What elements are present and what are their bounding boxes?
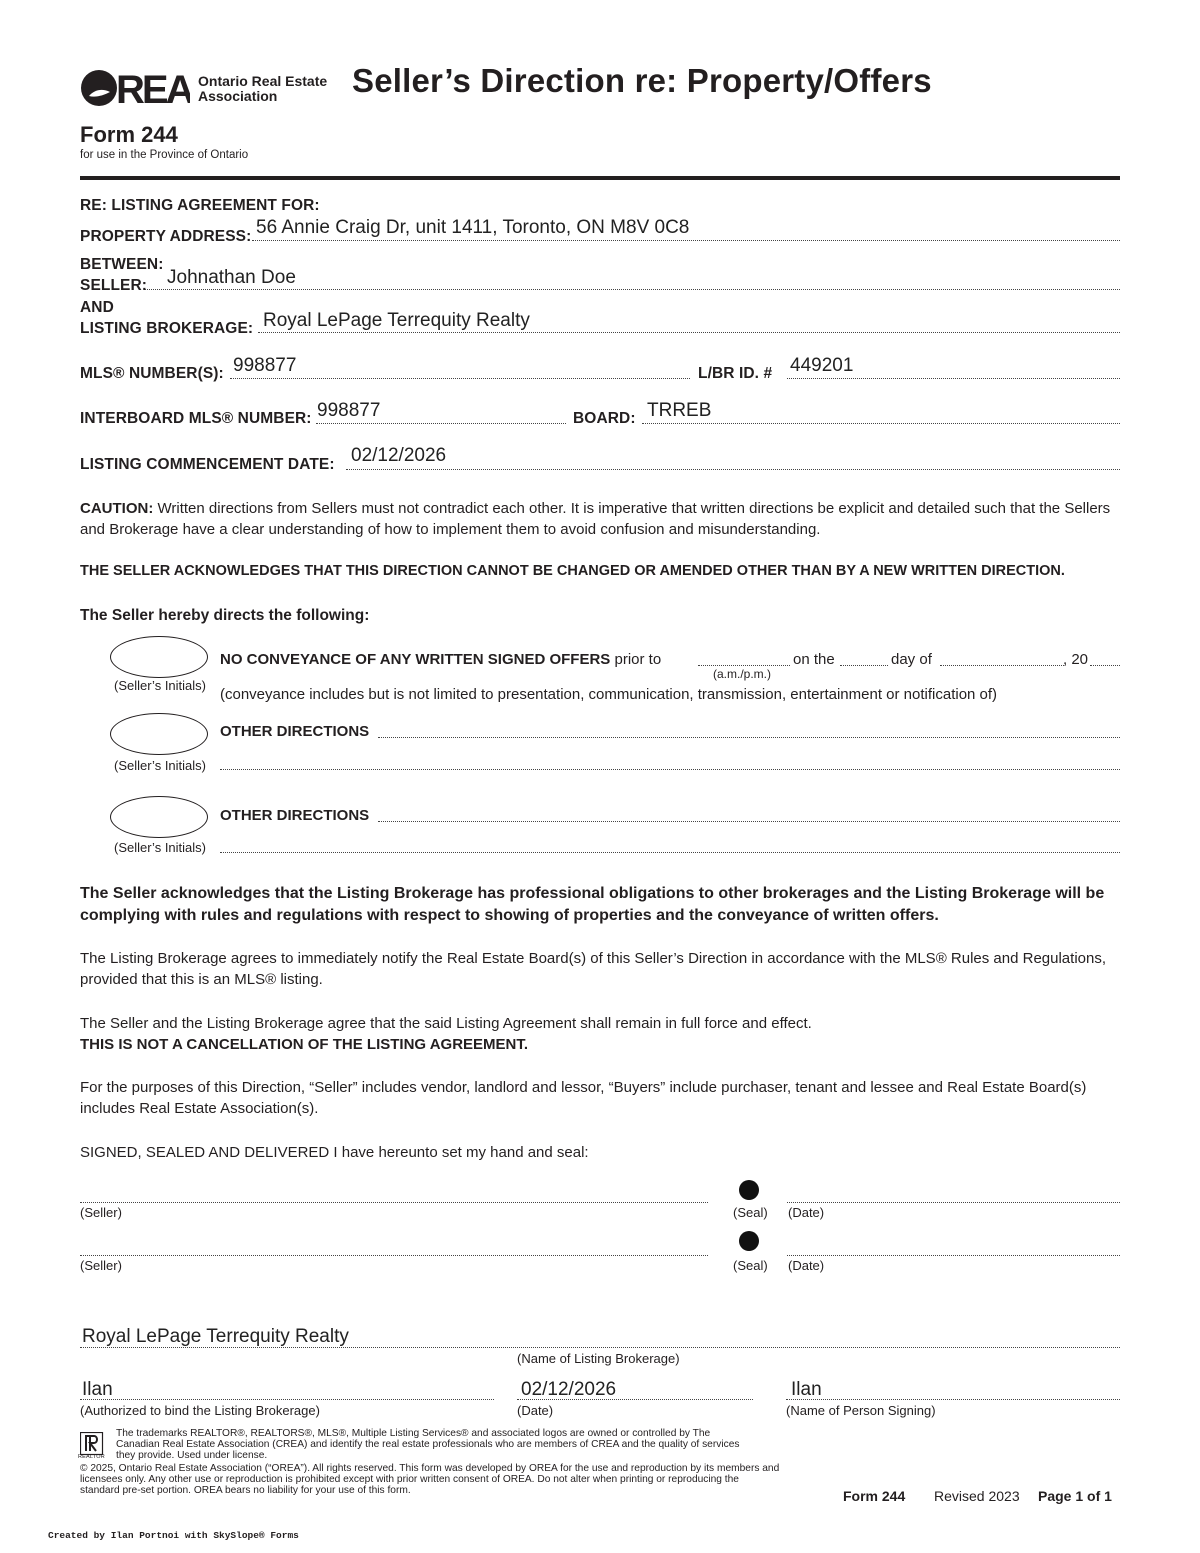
other-directions-line-1a[interactable] — [378, 737, 1120, 738]
orea-logo-mark — [80, 68, 190, 108]
obligations-paragraph: The Seller acknowledges that the Listing Brokerage has professional obligations to other brokerages and the Listing Brokerage will be complying with rules and regulations with respect to showing of properties and the conveyance of written offers. — [80, 885, 1105, 924]
form-subtitle: for use in the Province of Ontario — [80, 149, 249, 161]
copyright-notice: © 2025, Ontario Real Estate Association (“OREA”). All rights reserved. This form was developed by OREA for the use and reproduction by its members and licensees only. Any other use or reproduction is prohibited except with prior written consent of OREA. Do not alter when printing or reproducing the standard pre-set portion. OREA bears no liability for your use of this form. — [80, 1463, 780, 1496]
board-line — [642, 423, 1120, 424]
org-name-line2: Association — [198, 88, 278, 104]
svg-text:REA: REA — [116, 68, 190, 108]
seller-label: SELLER: — [80, 277, 148, 294]
header-rule — [80, 176, 1120, 180]
lbr-id-line — [787, 378, 1120, 379]
day-of-line[interactable] — [940, 665, 1064, 666]
brokerage-name-field[interactable]: Royal LePage Terrequity Realty — [82, 1326, 349, 1347]
initials-oval-1[interactable] — [110, 636, 208, 678]
year-line[interactable] — [1090, 665, 1120, 666]
created-by-text: Created by Ilan Portnoi with SkySlope® Forms — [48, 1530, 299, 1541]
brokerage-date-caption: (Date) — [517, 1403, 554, 1418]
footer-form-number: Form 244 — [843, 1488, 906, 1504]
listing-section-label: RE: LISTING AGREEMENT FOR: — [80, 197, 320, 214]
trademark-notice: The trademarks REALTOR®, REALTORS®, MLS®, Multiple Listing Services® and associated logos are owned or controlled by The Canadian Real Estate Association (CREA) and identify the real estate professionals who are members of CREA and the quality of services they provide. Used under license. — [116, 1428, 740, 1461]
seal-icon-1 — [739, 1180, 759, 1200]
lbr-id-label: L/BR ID. # — [698, 365, 773, 382]
seller-date-line-1[interactable] — [787, 1202, 1120, 1203]
caution-label: CAUTION: — [80, 500, 154, 517]
no-conveyance-line — [220, 651, 661, 668]
person-signing-line — [786, 1399, 1120, 1400]
purposes-paragraph: For the purposes of this Direction, “Seller” includes vendor, landlord and lessor, “Buyers” include purchaser, tenant and lessee and Real Estate Board(s) includes Real Estate Association(s). — [80, 1079, 1087, 1117]
full-force-paragraph: The Seller and the Listing Brokerage agree that the said Listing Agreement shall remain in full force and effect. — [80, 1015, 812, 1032]
and-label: AND — [80, 299, 114, 316]
signed-sealed-text: SIGNED, SEALED AND DELIVERED I have hereunto set my hand and seal: — [80, 1144, 589, 1161]
listing-brokerage-label: LISTING BROKERAGE: — [80, 320, 254, 337]
footer-page-number: Page 1 of 1 — [1038, 1488, 1112, 1504]
seller-caption-1: (Seller) — [80, 1205, 122, 1220]
other-directions-line-2a[interactable] — [378, 821, 1120, 822]
lbr-id-field[interactable]: 449201 — [790, 355, 854, 376]
seller-field[interactable]: Johnathan Doe — [167, 267, 296, 288]
seal-caption-1: (Seal) — [733, 1205, 768, 1220]
ampm-caption: (a.m./p.m.) — [713, 667, 772, 681]
orea-logo — [80, 68, 190, 108]
interboard-mls-label: INTERBOARD MLS® NUMBER: — [80, 410, 312, 427]
seller-signature-line-2[interactable] — [80, 1255, 708, 1256]
prior-to-line[interactable] — [698, 665, 790, 666]
other-directions-line-2b[interactable] — [220, 852, 1120, 853]
interboard-mls-field[interactable]: 998877 — [317, 400, 381, 421]
person-signing-caption: (Name of Person Signing) — [786, 1403, 936, 1418]
date-caption-1: (Date) — [788, 1205, 825, 1220]
caution-text: Written directions from Sellers must not contradict each other. It is imperative that written directions be explicit and detailed such that the Sellers and Brokerage have a clear understanding of how to implement them to avoid confusion and misunderstanding. — [80, 500, 1111, 538]
not-cancellation-text: THIS IS NOT A CANCELLATION OF THE LISTING AGREEMENT. — [80, 1036, 529, 1053]
seller-date-line-2[interactable] — [787, 1255, 1120, 1256]
property-address-line — [252, 240, 1120, 241]
org-name-line1: Ontario Real Estate — [198, 73, 328, 89]
conveyance-note: (conveyance includes but is not limited to presentation, communication, transmission, entertainment or notification of) — [220, 686, 998, 703]
authorized-caption: (Authorized to bind the Listing Brokerage) — [80, 1403, 320, 1418]
other-directions-label-2: OTHER DIRECTIONS — [220, 807, 370, 824]
form-number: Form 244 — [80, 122, 178, 147]
property-address-field[interactable]: 56 Annie Craig Dr, unit 1411, Toronto, ON M8V 0C8 — [256, 217, 690, 238]
other-directions-line-1b[interactable] — [220, 769, 1120, 770]
board-label: BOARD: — [573, 410, 636, 427]
year-prefix-text: , 20 — [1063, 651, 1089, 668]
initials-oval-3[interactable] — [110, 796, 208, 838]
initials-label-2: (Seller’s Initials) — [114, 758, 206, 773]
realtor-mark-text: REALTOR — [78, 1454, 105, 1460]
mls-number-field[interactable]: 998877 — [233, 355, 297, 376]
between-label: BETWEEN: — [80, 256, 164, 273]
board-field[interactable]: TRREB — [647, 400, 712, 421]
brokerage-date-field[interactable]: 02/12/2026 — [521, 1379, 617, 1400]
org-name — [198, 74, 327, 104]
on-the-line[interactable] — [840, 665, 888, 666]
mls-number-line — [230, 378, 690, 379]
authorized-line — [80, 1399, 494, 1400]
commencement-date-field[interactable]: 02/12/2026 — [351, 445, 447, 466]
seal-icon-2 — [739, 1231, 759, 1251]
prior-to-text: prior to — [610, 651, 662, 668]
caution-paragraph — [80, 498, 1120, 540]
on-the-text: on the — [793, 651, 835, 668]
property-address-label: PROPERTY ADDRESS: — [80, 228, 252, 245]
notify-paragraph: The Listing Brokerage agrees to immediately notify the Real Estate Board(s) of this Seller’s Direction in accordance with the MLS® Rules and Regulations, provided that this is an MLS® listing. — [80, 950, 1107, 988]
seller-line — [145, 289, 1120, 290]
authorized-field[interactable]: Ilan — [82, 1379, 113, 1400]
acknowledge-heading: THE SELLER ACKNOWLEDGES THAT THIS DIRECTION CANNOT BE CHANGED OR AMENDED OTHER THAN BY A NEW WRITTEN DIRECTION. — [80, 563, 1065, 579]
initials-label-3: (Seller’s Initials) — [114, 840, 206, 855]
commencement-date-label: LISTING COMMENCEMENT DATE: — [80, 456, 335, 473]
listing-brokerage-field[interactable]: Royal LePage Terrequity Realty — [263, 310, 530, 331]
directs-heading: The Seller hereby directs the following: — [80, 607, 370, 624]
seal-caption-2: (Seal) — [733, 1258, 768, 1273]
form-title: Seller’s Direction re: Property/Offers — [352, 62, 932, 99]
initials-label-1: (Seller’s Initials) — [114, 678, 206, 693]
date-caption-2: (Date) — [788, 1258, 825, 1273]
no-conveyance-bold: NO CONVEYANCE OF ANY WRITTEN SIGNED OFFERS — [220, 651, 611, 668]
commencement-date-line — [346, 469, 1120, 470]
seller-caption-2: (Seller) — [80, 1258, 122, 1273]
day-of-text: day of — [891, 651, 932, 668]
mls-number-label: MLS® NUMBER(S): — [80, 365, 224, 382]
listing-brokerage-line — [258, 332, 1120, 333]
person-signing-field[interactable]: Ilan — [791, 1379, 822, 1400]
footer-revised: Revised 2023 — [934, 1488, 1020, 1504]
seller-signature-line-1[interactable] — [80, 1202, 708, 1203]
interboard-mls-line — [316, 423, 566, 424]
initials-oval-2[interactable] — [110, 713, 208, 755]
realtor-logo-icon — [80, 1432, 110, 1462]
other-directions-label-1: OTHER DIRECTIONS — [220, 723, 370, 740]
brokerage-name-caption: (Name of Listing Brokerage) — [517, 1351, 680, 1366]
